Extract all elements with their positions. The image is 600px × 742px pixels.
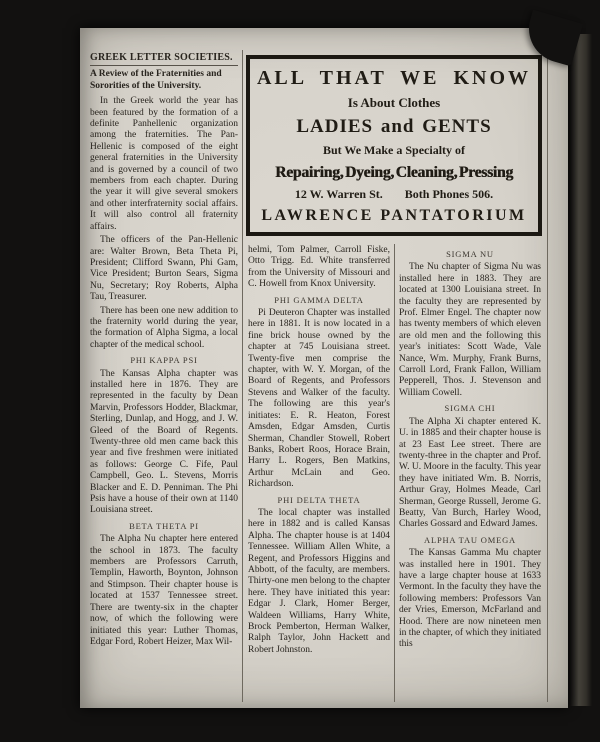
ad-business-name: LAWRENCE PANTATORIUM [261,206,527,224]
section-heading-alpha-tau-omega: ALPHA TAU OMEGA [424,534,516,545]
ad-services-line: Repairing, Dyeing, Cleaning, Pressing [275,163,513,181]
article-paragraph: Pi Deuteron Chapter was installed here in 1881. It is now located in a fine brick house owned by the chapter at 745 Louisiana street. Twenty-five men comprise the chapter, with W. Y. Morgan, of the Board of Regents, and Professors Stevens and Walker of the faculty. The following are this year's initiates: E. R. Heaton, Forest Amsden, Edgar Amsden, Curtis Sherman, Chandler Stowell, Robert Banks, Robert Roos, Horace Brain, Harry L. Rogers, Ben Matkins, Arthur McLain and Geo. Richardson. [248,308,390,490]
middle-column [248,245,390,658]
article-paragraph: The Alpha Xi chapter entered K. U. in 1885 and their chapter house is at 23 East Lee street. There are twenty-three in the chapter and Prof. W. U. Moore in the faculty. This year they have initiated Wm. B. Norris, Arthur Gray, Holmes Meade, Carl Sherman, George Russell, Jerome G. Beatty, Van Burch, Harley Wood, Charles Gossard and Edward James. [399,416,541,530]
section-heading-phi-delta-theta: PHI DELTA THETA [277,494,361,505]
newspaper-page [80,28,568,708]
article-paragraph: The Alpha Nu chapter here entered the school in 1873. The faculty members are Professors Carruth, Templin, Haworth, Boynton, Johnson and Stimpson. Their chapter house is located at 1537 Tennessee street. There are twenty-six in the chapter now, of which the following were initiated this year: Luther Thomas, Edgar Ford, Robert Heizer, Max Wil- [90,534,238,647]
article-paragraph: In the Greek world the year has been featured by the formation of a definite Panhellenic organization among the fraternities. The Pan-Hellenic is composed of the eight general fraternities in the University and is governed by a council of two members from each chapter. During the year it will give several smokers and other interfraternity social affairs. It will also control all fraternity affairs. [90,96,238,232]
section-heading-sigma-chi: SIGMA CHI [444,403,496,414]
ad-specialty-line: But We Make a Specialty of [322,143,466,158]
ad-headline: ALL THAT WE KNOW [256,67,532,89]
column-rule [547,50,548,702]
left-column [90,52,238,650]
column-rule [242,50,243,702]
article-paragraph-continued: helmi, Tom Palmer, Carroll Fiske, Otto Trigg. Ed. White transferred from the University of Missouri and C. Howell from Knox University. [248,245,390,290]
ad-ladies-gents: LADIES and GENTS [296,116,492,138]
article-paragraph: The Kansas Gamma Mu chapter was installed here in 1901. They have a large chapter house at 1633 Vermont. In the faculty they have the following members: Professors Van der Vries, Emerson, McFarland and Hood. There are now nineteen men in the chapter, of which they initiated this [399,548,541,650]
article-paragraph: The officers of the Pan-Hellenic are: Walter Brown, Beta Theta Pi, President; Clifford Swann, Phi Gam, Vice President; Burton Sears, Sigma Nu, Secretary; Roy Roberts, Alpha Tau, Treasurer. [90,235,238,303]
article-paragraph: The local chapter was installed here in 1882 and is called Kansas Alpha. The chapter house is at 1404 Tennessee. William Allen White, a Regent, and Professors Higgins and Abbott, of the faculty, are members. Thirty-one men belong to the chapter here. They have initiated this year: Edgar J. Clark, Homer Berger, Waldeen Williams, Harry White, Brock Pemberton, Herman Walker, Ralph Taylor, John Hackett and Robert Johnston. [248,507,390,655]
review-subhead: A Review of the Fraternities and Sororities of the University. [90,69,222,91]
section-heading-beta-theta-pi: BETA THETA PI [129,520,199,531]
column-rule [394,244,395,702]
article-paragraph: There has been one new addition to the fraternity world during the year, the formation of Alpha Sigma, a local chapter of the medical school. [90,305,238,350]
section-heading-sigma-nu: SIGMA NU [446,249,494,259]
right-column [399,245,541,653]
book-edge [570,34,592,706]
section-heading-phi-kappa-psi: PHI KAPPA PSI [130,355,198,366]
ad-phones: Both Phones 506. [404,186,494,201]
pantatorium-advertisement [246,55,542,236]
ad-contact-line [295,187,493,202]
ad-subline: Is About Clothes [347,95,441,111]
article-paragraph: The Nu chapter of Sigma Nu was installed here in 1883. They are located at 1300 Louisiana street. In the faculty they are represented by Prof. Elmer Engel. The chapter now has twenty members of which eleven are old men and the following this year's initiates: Scott Wade, Vale Nance, Wm. Murphy, Frank Burns, Carroll Lord, Frank Fallon, William Pepperell, Thos. J. Stevenson and William Cowell. [399,262,541,398]
section-masthead: GREEK LETTER SOCIETIES. [90,52,238,66]
ad-address: 12 W. Warren St. [294,186,383,201]
article-paragraph: The Kansas Alpha chapter was installed here in 1876. They are represented in the faculty by Dean Marvin, Professors Hodder, Blackmar, Sterling, Dunlap, and Hogg, and J. W. Gleed of the Board of Regents. Twenty-three old men came back this year and five freshmen were initiated as follows: George C. Fife, Paul Campbell, Geo. L. Stevens, Morris Blacker and E. D. Penniman. The Phi Psis have a house of their own at 1140 Louisiana street. [90,368,238,516]
section-heading-phi-gamma-delta: PHI GAMMA DELTA [274,294,364,305]
